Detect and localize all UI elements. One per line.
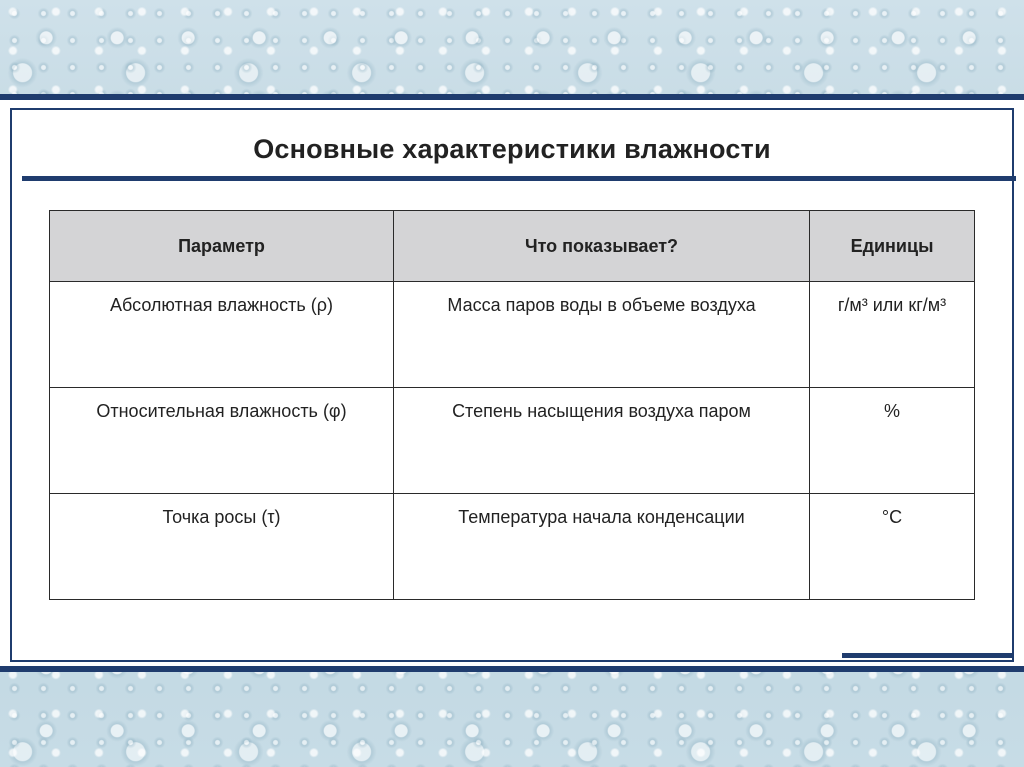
cell-units: °C (810, 494, 975, 600)
cell-meaning: Степень насыщения воздуха паром (394, 388, 810, 494)
header-meaning: Что показывает? (394, 211, 810, 282)
table-row (50, 282, 975, 388)
title-underline (22, 176, 1016, 181)
cell-meaning: Масса паров воды в объеме воздуха (394, 282, 810, 388)
cell-units: % (810, 388, 975, 494)
cell-meaning: Температура начала конденсации (394, 494, 810, 600)
header-units: Единицы (810, 211, 975, 282)
cell-parameter: Относительная влажность (φ) (50, 388, 394, 494)
cell-parameter: Абсолютная влажность (ρ) (50, 282, 394, 388)
slide-panel (0, 94, 1024, 672)
table-row (50, 388, 975, 494)
table-row (50, 494, 975, 600)
cell-units: г/м³ или кг/м³ (810, 282, 975, 388)
bottom-accent-bar (842, 653, 1014, 658)
header-parameter: Параметр (50, 211, 394, 282)
table-header-row (50, 211, 975, 282)
cell-parameter: Точка росы (τ) (50, 494, 394, 600)
slide-title: Основные характеристики влажности (253, 134, 771, 164)
humidity-table (49, 210, 975, 600)
